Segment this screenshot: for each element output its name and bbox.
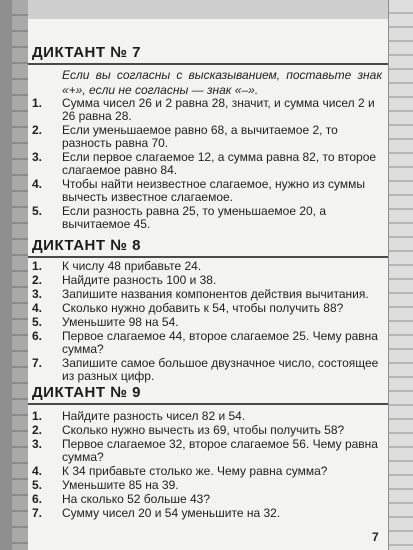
item-number: 7. [32,356,43,370]
item-number: 1. [32,409,43,423]
item-text: К 34 прибавьте столько же. Чему равна сумма? [62,464,328,478]
list-item [28,97,388,124]
item-number: 3. [32,150,43,164]
right-decorative-rail [389,0,413,550]
item-number: 2. [32,423,43,437]
item-text: К числу 48 прибавьте 24. [62,259,202,273]
dictation-9-rule [28,403,388,405]
list-item [28,424,388,438]
list-item [28,316,388,330]
item-text: На сколько 52 больше 43? [62,492,210,506]
list-item [28,124,388,151]
dictation-7-rule [28,63,388,65]
item-number: 2. [32,273,43,287]
dictation-9-list [28,410,388,521]
list-item [28,260,388,274]
worksheet-page [28,0,388,550]
list-item [28,288,388,302]
item-number: 4. [32,464,43,478]
item-number: 7. [32,506,43,520]
list-item [28,205,388,232]
item-text: Первое слагаемое 32, второе слагаемое 56. Чему равна сумма? [62,437,378,464]
item-number: 1. [32,96,43,110]
item-text: Найдите разность 100 и 38. [62,273,217,287]
item-text: Если первое слагаемое 12, а сумма равна 82, то второе слагаемое равно 84. [62,150,377,177]
dictation-7-title: ДИКТАНТ № 7 [32,44,141,61]
item-text: Первое слагаемое 44, второе слагаемое 25. Чему равна сумма? [62,329,378,356]
list-item [28,357,388,384]
item-text: Если разность равна 25, то уменьшаемое 20, а вычитаемое 45. [62,204,327,231]
item-text: Если уменьшаемое равно 68, а вычитаемое 2, то разность равна 70. [62,123,338,150]
item-text: Сколько нужно вычесть из 69, чтобы получить 58? [62,423,345,437]
item-number: 6. [32,329,43,343]
item-number: 6. [32,492,43,506]
item-number: 5. [32,478,43,492]
dictation-7-list [28,97,388,232]
list-item [28,493,388,507]
item-text: Сумма чисел 26 и 2 равна 28, значит, и сумма чисел 2 и 26 равна 28. [62,96,375,123]
item-text: Найдите разность чисел 82 и 54. [62,409,246,423]
list-item [28,302,388,316]
item-number: 4. [32,177,43,191]
list-item [28,178,388,205]
dictation-8-list [28,260,388,384]
page-number: 7 [372,530,379,544]
item-number: 3. [32,437,43,451]
list-item [28,465,388,479]
dictation-8-title: ДИКТАНТ № 8 [32,237,141,254]
list-item [28,438,388,465]
left-decorative-rail [12,0,28,550]
item-text: Чтобы найти неизвестное слагаемое, нужно из суммы вычесть известное слагаемое. [62,177,365,204]
item-number: 5. [32,315,43,329]
top-band [28,0,388,19]
item-text: Запишите самое большое двузначное число, состоящее из разных цифр. [62,356,379,383]
item-number: 4. [32,301,43,315]
dictation-8-rule [28,256,388,258]
item-number: 5. [32,204,43,218]
list-item [28,330,388,357]
list-item [28,507,388,521]
list-item [28,151,388,178]
item-text: Уменьшите 85 на 39. [62,478,179,492]
list-item [28,410,388,424]
dictation-9-title: ДИКТАНТ № 9 [32,384,141,401]
item-number: 2. [32,123,43,137]
list-item [28,274,388,288]
item-text: Сумму чисел 20 и 54 уменьшите на 32. [62,506,281,520]
item-text: Уменьшите 98 на 54. [62,315,179,329]
item-number: 1. [32,259,43,273]
dictation-7-intro: Если вы согласны с высказыванием, поставьте знак «+», если не согласны — знак «–». [62,68,382,97]
item-text: Сколько нужно добавить к 54, чтобы получить 88? [62,301,344,315]
item-number: 3. [32,287,43,301]
item-text: Запишите названия компонентов действия вычитания. [62,287,369,301]
list-item [28,479,388,493]
